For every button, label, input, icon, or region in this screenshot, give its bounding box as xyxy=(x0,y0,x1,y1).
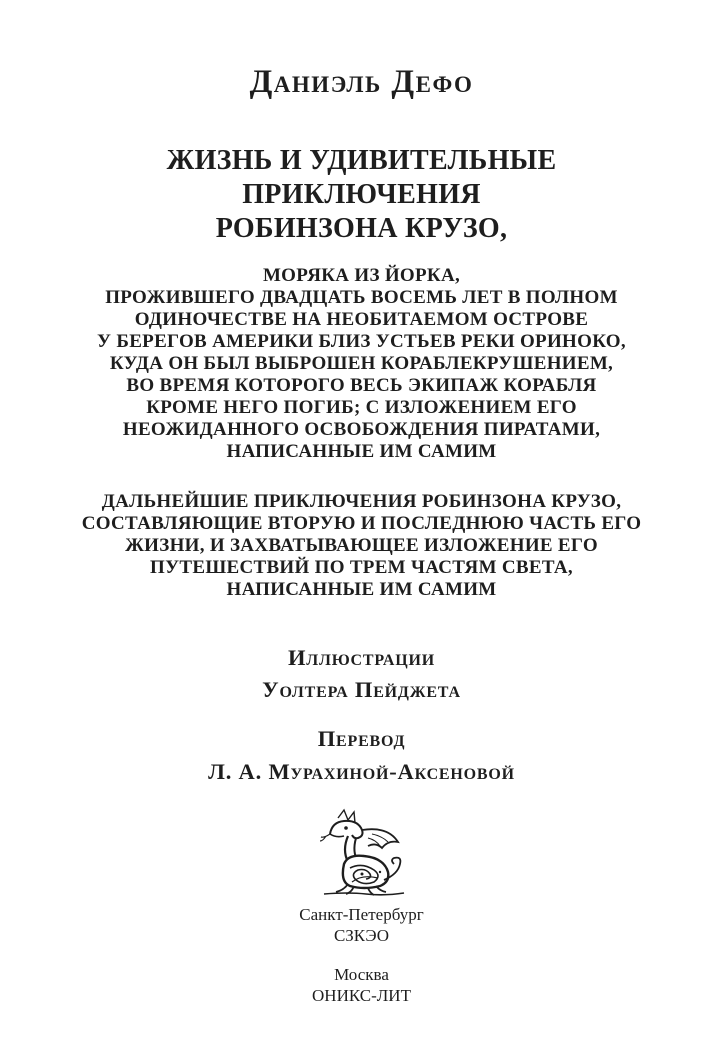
author-name: Даниэль Дефо xyxy=(249,64,474,100)
continuation-line: ПУТЕШЕСТВИЙ ПО ТРЕМ ЧАСТЯМ СВЕТА, xyxy=(150,557,573,578)
subtitle-line: ПРОЖИВШЕГО ДВАДЦАТЬ ВОСЕМЬ ЛЕТ В ПОЛНОМ xyxy=(105,287,618,308)
title-line: РОБИНЗОНА КРУЗО, xyxy=(215,213,508,244)
illustrator-name: Уолтера Пейджета xyxy=(262,677,461,702)
illustrations-label: Иллюстрации xyxy=(287,645,435,670)
continuation-line: НАПИСАННЫЕ ИМ САМИМ xyxy=(226,579,497,600)
subtitle-line: ОДИНОЧЕСТВЕ НА НЕОБИТАЕМОМ ОСТРОВЕ xyxy=(134,309,589,330)
subtitle-line: КУДА ОН БЫЛ ВЫБРОШЕН КОРАБЛЕКРУШЕНИЕМ, xyxy=(109,353,614,374)
title-line: ЖИЗНЬ И УДИВИТЕЛЬНЫЕ xyxy=(166,145,557,176)
subtitle-line: НЕОЖИДАННОГО ОСВОБОЖДЕНИЯ ПИРАТАМИ, xyxy=(122,419,601,440)
imprint-city: Санкт-Петербург xyxy=(299,905,424,924)
subtitle-line: У БЕРЕГОВ АМЕРИКИ БЛИЗ УСТЬЕВ РЕКИ ОРИНОКО, xyxy=(97,331,626,352)
dragon-emblem-icon xyxy=(318,808,408,900)
subtitle-line: КРОМЕ НЕГО ПОГИБ; С ИЗЛОЖЕНИЕМ ЕГО xyxy=(146,397,577,418)
subtitle-line: ВО ВРЕМЯ КОТОРОГО ВЕСЬ ЭКИПАЖ КОРАБЛЯ xyxy=(126,375,597,396)
imprint-publisher: СЗКЭО xyxy=(333,926,390,945)
continuation-line: СОСТАВЛЯЮЩИЕ ВТОРУЮ И ПОСЛЕДНЮЮ ЧАСТЬ ЕГО xyxy=(81,513,642,534)
translation-label: Перевод xyxy=(317,726,406,751)
translator-name: Л. А. Мурахиной-Аксеновой xyxy=(208,759,515,784)
subtitle-line: НАПИСАННЫЕ ИМ САМИМ xyxy=(226,441,497,462)
imprint-publisher: ОНИКС-ЛИТ xyxy=(312,986,411,1005)
title-line: ПРИКЛЮЧЕНИЯ xyxy=(242,179,481,210)
subtitle-line: МОРЯКА ИЗ ЙОРКА, xyxy=(262,265,461,286)
imprint-city: Москва xyxy=(334,965,389,984)
continuation-line: ЖИЗНИ, И ЗАХВАТЫВАЮЩЕЕ ИЗЛОЖЕНИЕ ЕГО xyxy=(125,535,598,556)
continuation-line: ДАЛЬНЕЙШИЕ ПРИКЛЮЧЕНИЯ РОБИНЗОНА КРУЗО, xyxy=(101,491,622,512)
